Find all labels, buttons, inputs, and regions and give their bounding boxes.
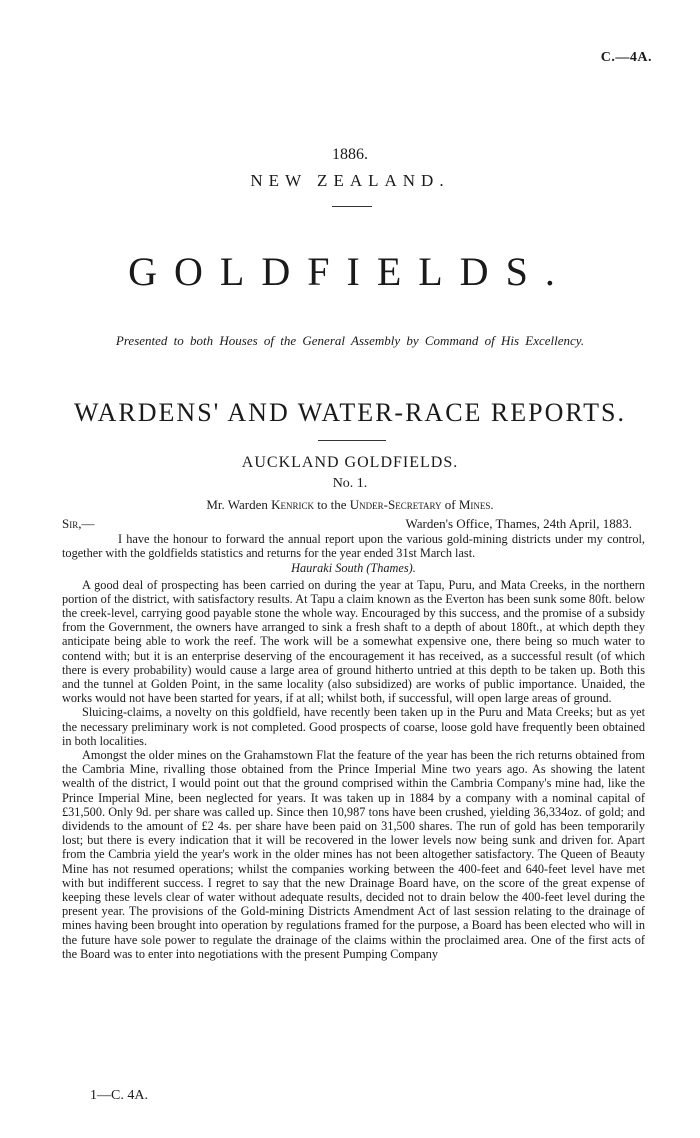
district-heading: Hauraki South (Thames). bbox=[291, 561, 416, 576]
document-reference: C.—4A. bbox=[600, 50, 652, 65]
to-dept: Mines. bbox=[458, 497, 494, 512]
section-subtitle: AUCKLAND GOLDFIELDS. bbox=[241, 454, 459, 471]
from-to-mid: to the bbox=[317, 497, 347, 512]
section-title: WARDENS' AND WATER-RACE REPORTS. bbox=[73, 398, 627, 427]
letter-body bbox=[62, 532, 645, 961]
divider-rule bbox=[332, 206, 372, 207]
salutation: Sir,— bbox=[62, 516, 95, 531]
paragraph-prospecting: A good deal of prospecting has been carried on during the year at Tapu, Puru, and Mata Creeks, in the northern portion of the district, with satisfactory results. At Tapu a claim known as the Everton has been sunk some 80ft. below the creek-level, carrying good payable stone the whole way. Encouraged by this success, and the promise of a subsidy from the Government, the owners have arranged to sink a fresh shaft to a depth of about 180ft., at which depth they anticipate being able to work the reef. The work will be a somewhat expensive one, there being so much water to contend with; but it is an enterprise deserving of the encouragement it has received, as a successful result (of which there is every probability) would cause a large area of ground hitherto untried at this depth to be taken up. Both this and the tunnel at Golden Point, in the same locality (also subsidized) are works of public importance. Unaided, the works would not have been started for years, if at all; whilst both, if successful, will open large areas of ground. bbox=[62, 577, 645, 706]
report-year: 1886. bbox=[332, 146, 368, 163]
presented-line: Presented to both Houses of the General Assembly by Command of His Excellency. bbox=[115, 333, 585, 348]
divider-rule bbox=[318, 440, 386, 441]
from-to-line bbox=[0, 497, 700, 513]
dateline: Warden's Office, Thames, 24th April, 1883. bbox=[405, 516, 632, 531]
paragraph-sluicing: Sluicing-claims, a novelty on this goldfield, have recently been taken up in the Puru and Mata Creeks; but as yet the necessary preliminary work is not completed. Good prospects of coarse, loose gold have frequently been obtained in both localities. bbox=[62, 705, 645, 748]
country-heading: NEW ZEALAND. bbox=[250, 171, 450, 190]
intro-paragraph: I have the honour to forward the annual report upon the various gold-mining districts under my control, together with the goldfields statistics and returns for the year ended 31st March last. bbox=[62, 532, 645, 561]
paragraph-older-mines: Amongst the older mines on the Grahamstown Flat the feature of the year has been the rich returns obtained from the Cambria Mine, rivalling those obtained from the Prince Imperial Mine two years ago. As showing the latent wealth of the district, I would point out that the ground comprised within the Cambria Company's mine had, like the Prince Imperial Mine, been neglected for years. It was taken up in 1884 by a company with a nominal capital of £31,500. Only 9d. per share was called up. Since then 10,987 tons have been crushed, yielding 36,334oz. of gold; and dividends to the amount of £2 4s. per share have been paid on 31,500 shares. The run of gold has been temporarily lost; but there is every indication that it will be recovered in the lower levels now being sunk and driven for. Apart from the Cambria yield the year's work in the older mines has not been altogether satisfactory. The Queen of Beauty Mine has not resumed operations; whilst the companies working between the 400-feet and 640-feet level have met with but indifferent success. I regret to say that the new Drainage Board have, on the score of the great expense of keeping these levels clear of water without adequate results, decided not to drain below the 400-feet level during the present year. The provisions of the Gold-mining Districts Amendment Act of last session relating to the drainage of mines having been brought into operation by regulations framed for the purpose, a Board has been elected who will in the future have sole power to regulate the drainage of the claims within the proclaimed area. One of the first acts of the Board was to enter into negotiations with the present Pumping Company bbox=[62, 748, 645, 961]
from-to-prefix: Mr. Warden bbox=[206, 497, 268, 512]
page-title: GOLDFIELDS. bbox=[128, 249, 572, 294]
to-name: Under-Secretary bbox=[349, 497, 442, 512]
page-footer-ref: 1—C. 4A. bbox=[90, 1088, 148, 1103]
report-number: No. 1. bbox=[332, 476, 368, 491]
from-name: Kenrick bbox=[271, 497, 315, 512]
from-to-of: of bbox=[444, 497, 456, 512]
